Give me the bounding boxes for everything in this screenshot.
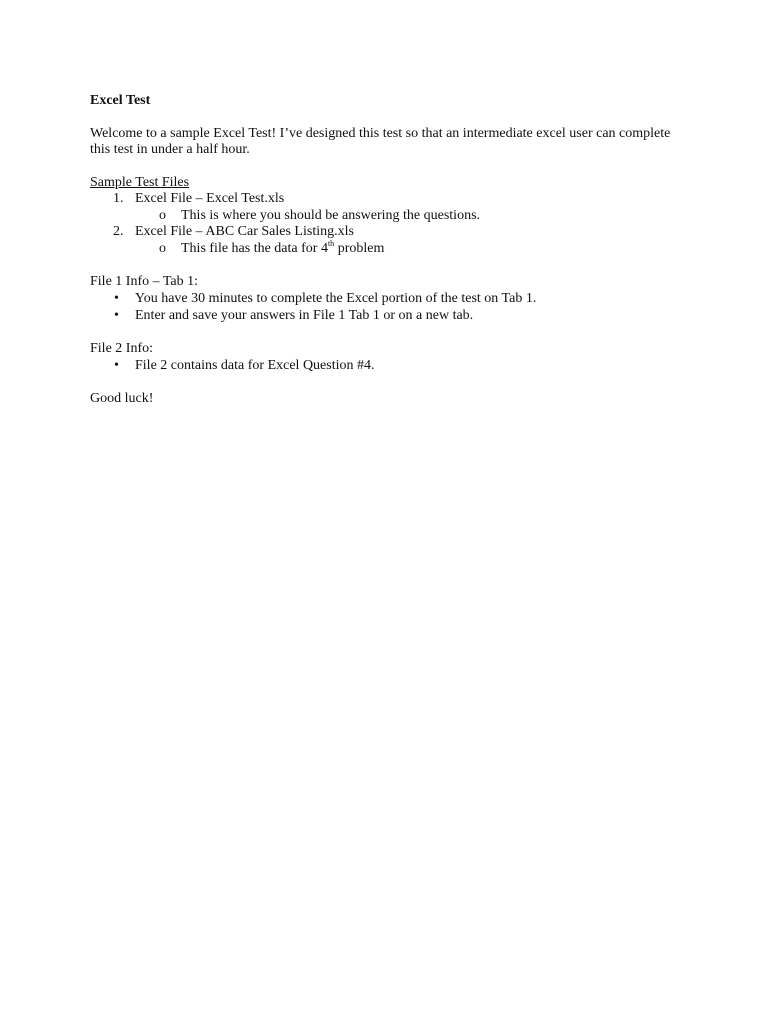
file-item-1: Excel File – Excel Test.xls <box>135 191 285 206</box>
bullet-icon: • <box>114 308 119 323</box>
bullet-icon: • <box>114 291 119 306</box>
file1-heading: File 1 Info – Tab 1: <box>90 274 199 289</box>
document-title: Excel Test <box>90 93 151 108</box>
note-text-end: problem <box>334 241 385 256</box>
list-number: 2. <box>113 224 124 239</box>
intro-line-1: Welcome to a sample Excel Test! I’ve designed this test so that an intermediate excel user can complete <box>90 126 671 141</box>
sub-bullet-marker: o <box>159 241 166 256</box>
closing-text: Good luck! <box>90 391 154 406</box>
file-item-2: Excel File – ABC Car Sales Listing.xls <box>135 224 354 239</box>
superscript-ordinal: th <box>327 239 335 248</box>
file1-bullet-2: Enter and save your answers in File 1 Tab 1 or on a new tab. <box>135 308 474 323</box>
sample-files-heading: Sample Test Files <box>90 175 190 190</box>
list-number: 1. <box>113 191 124 206</box>
file-item-1-note: This is where you should be answering the questions. <box>181 208 481 223</box>
bullet-icon: • <box>114 358 119 373</box>
sub-bullet-marker: o <box>159 208 166 223</box>
file2-heading: File 2 Info: <box>90 341 153 356</box>
file2-bullet-1: File 2 contains data for Excel Question #4. <box>135 358 375 373</box>
note-text: This file has the data for 4 <box>181 241 328 256</box>
file1-bullet-1: You have 30 minutes to complete the Excel portion of the test on Tab 1. <box>135 291 537 306</box>
file-item-2-note <box>181 241 384 257</box>
intro-line-2: this test in under a half hour. <box>90 142 250 157</box>
